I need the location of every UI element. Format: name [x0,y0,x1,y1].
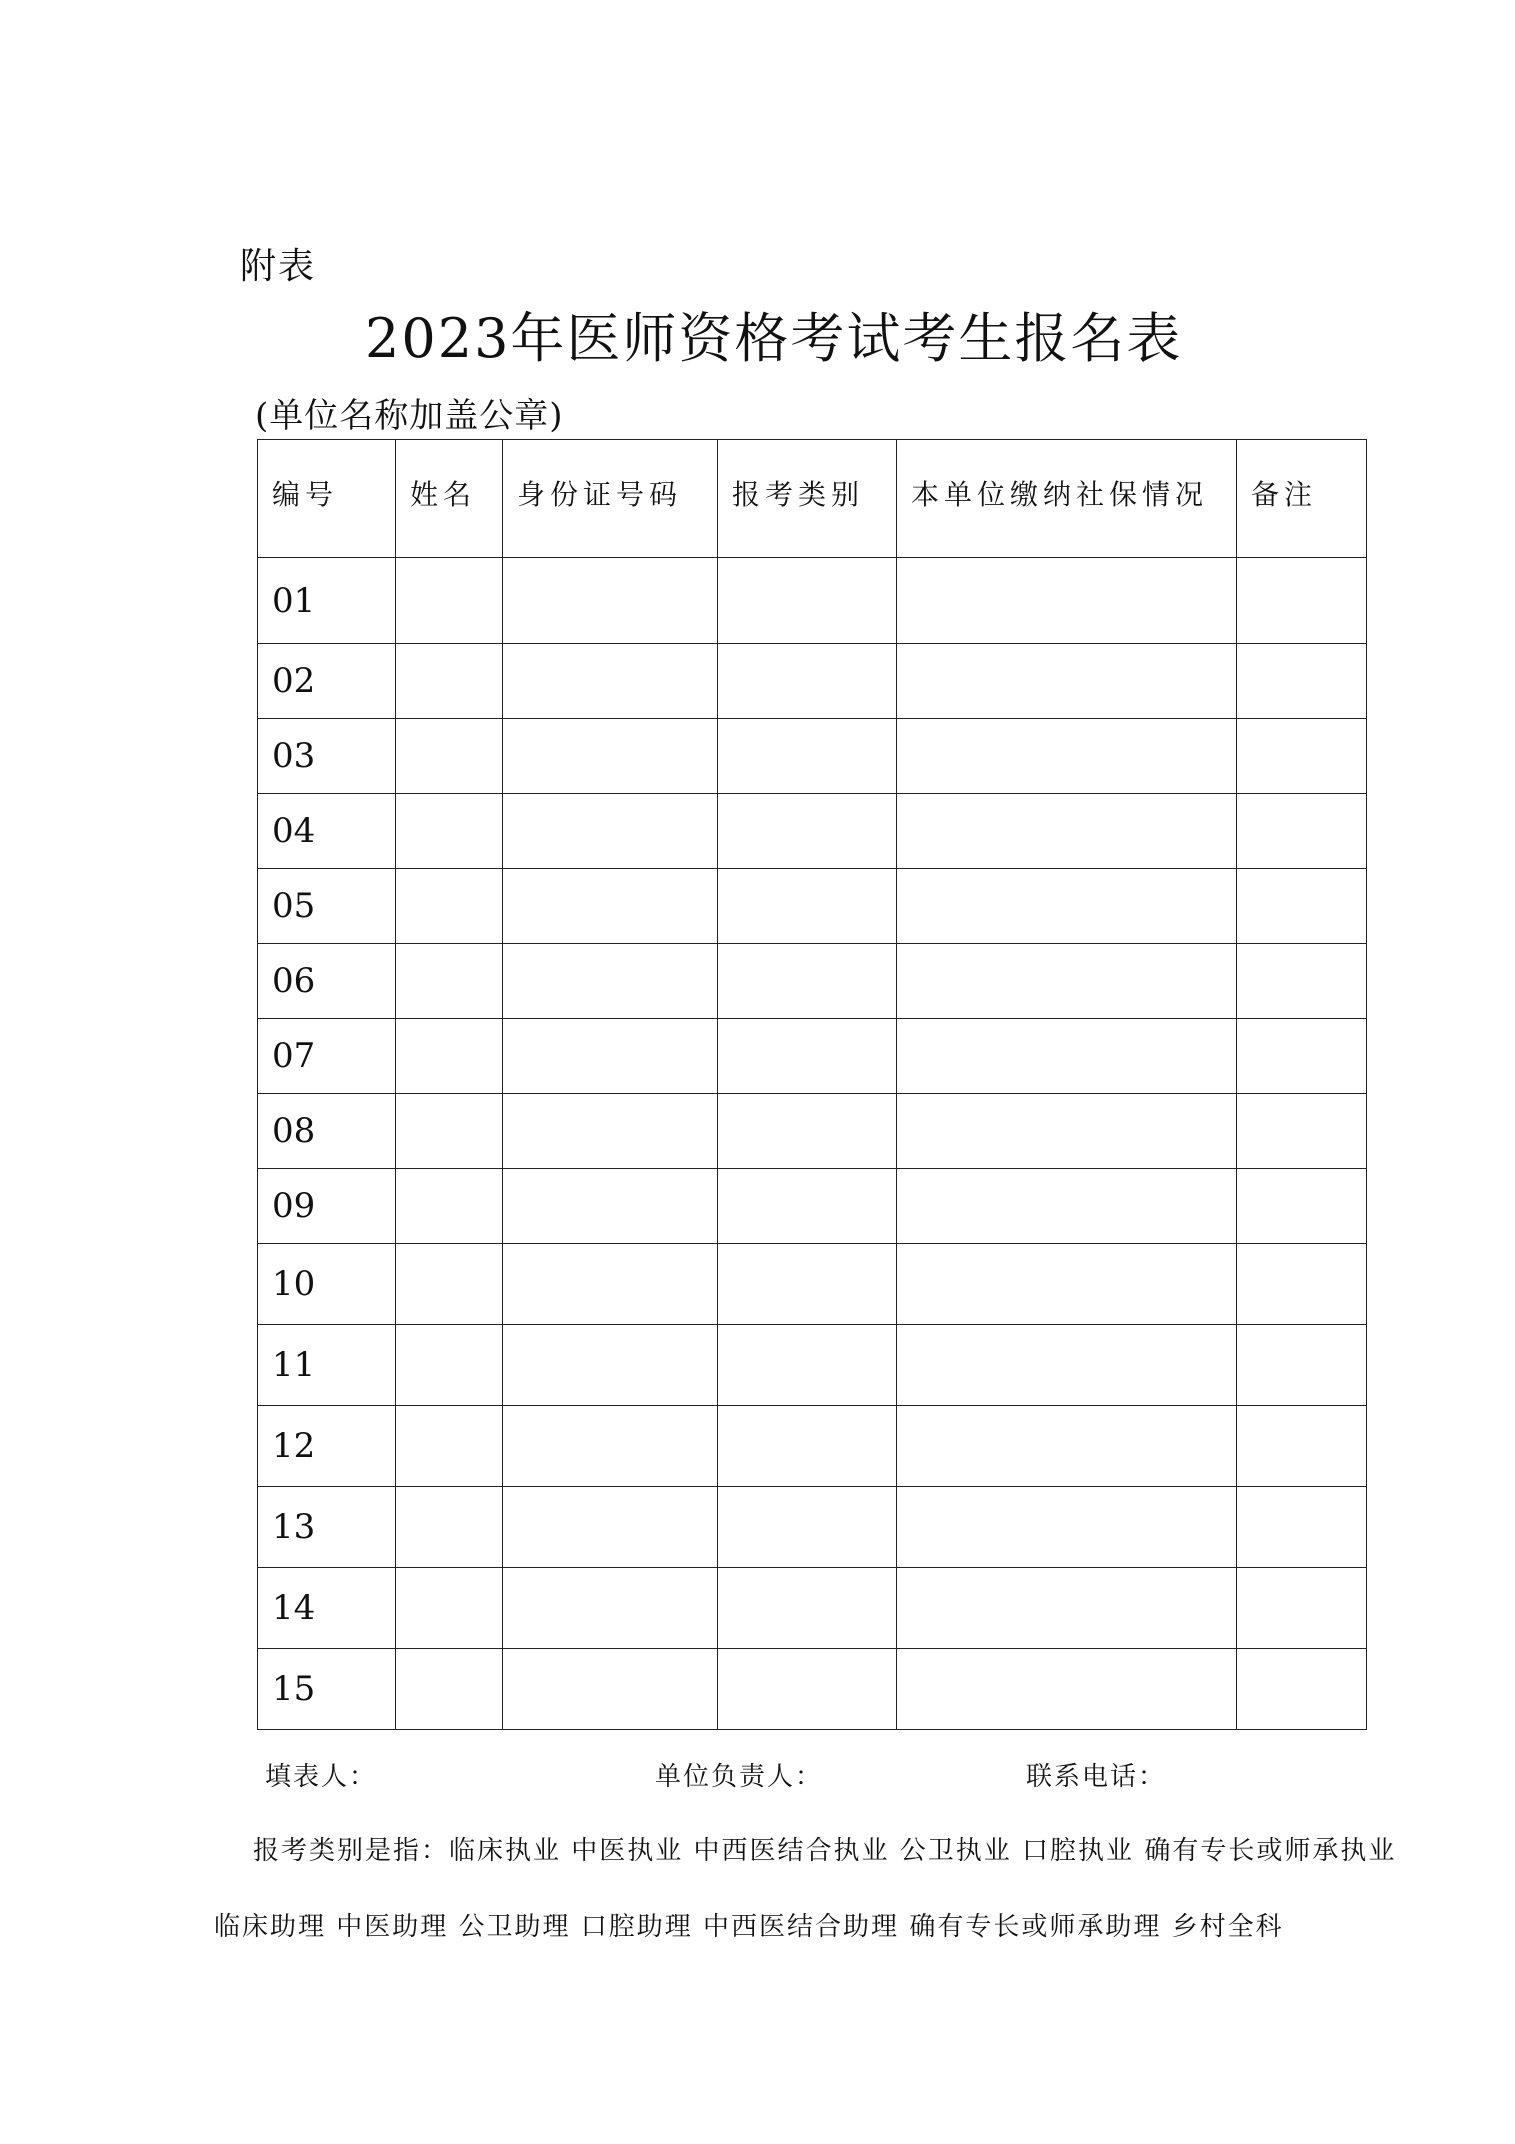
remarks-cell[interactable] [1237,1568,1367,1649]
table-row [258,1019,1367,1094]
name-cell[interactable] [396,869,503,944]
header-name: 姓名 [396,440,503,558]
id-number-cell[interactable] [503,1094,718,1169]
id-number-cell[interactable] [503,1169,718,1244]
row-number-cell: 05 [258,869,396,944]
header-number: 编号 [258,440,396,558]
remarks-cell[interactable] [1237,869,1367,944]
registration-table [257,439,1367,1730]
row-number-cell: 01 [258,558,396,644]
social-security-cell[interactable] [897,644,1237,719]
table-row [258,1094,1367,1169]
row-number-cell: 04 [258,794,396,869]
social-security-cell[interactable] [897,1094,1237,1169]
row-number-cell: 14 [258,1568,396,1649]
name-cell[interactable] [396,1649,503,1730]
social-security-cell[interactable] [897,1244,1237,1325]
table-row [258,558,1367,644]
id-number-cell[interactable] [503,1406,718,1487]
remarks-cell[interactable] [1237,1487,1367,1568]
exam-category-cell[interactable] [718,719,897,794]
name-cell[interactable] [396,1094,503,1169]
name-cell[interactable] [396,1019,503,1094]
form-title: 2023年医师资格考试考生报名表 [365,307,1183,370]
id-number-cell[interactable] [503,1244,718,1325]
table-header-row [258,440,1367,558]
social-security-cell[interactable] [897,794,1237,869]
social-security-cell[interactable] [897,719,1237,794]
table-row [258,644,1367,719]
name-cell[interactable] [396,1406,503,1487]
remarks-cell[interactable] [1237,1649,1367,1730]
social-security-cell[interactable] [897,1487,1237,1568]
name-cell[interactable] [396,644,503,719]
row-number-cell: 12 [258,1406,396,1487]
header-exam-category: 报考类别 [718,440,897,558]
table-row [258,1325,1367,1406]
social-security-cell[interactable] [897,1169,1237,1244]
table-row [258,1568,1367,1649]
id-number-cell[interactable] [503,944,718,1019]
exam-category-cell[interactable] [718,1325,897,1406]
social-security-cell[interactable] [897,1568,1237,1649]
exam-category-cell[interactable] [718,1568,897,1649]
name-cell[interactable] [396,558,503,644]
id-number-cell[interactable] [503,1649,718,1730]
id-number-cell[interactable] [503,558,718,644]
remarks-cell[interactable] [1237,558,1367,644]
name-cell[interactable] [396,719,503,794]
remarks-cell[interactable] [1237,1325,1367,1406]
unit-head-label: 单位负责人： [655,1762,824,1792]
id-number-cell[interactable] [503,869,718,944]
exam-category-cell[interactable] [718,869,897,944]
name-cell[interactable] [396,794,503,869]
row-number-cell: 06 [258,944,396,1019]
exam-category-cell[interactable] [718,644,897,719]
remarks-cell[interactable] [1237,644,1367,719]
table-row [258,944,1367,1019]
exam-category-note-line1: 报考类别是指：临床执业 中医执业 中西医结合执业 公卫执业 口腔执业 确有专长或师承执业 [253,1836,1397,1866]
table-row [258,1244,1367,1325]
attachment-label: 附表 [240,246,317,287]
table-row [258,1169,1367,1244]
remarks-cell[interactable] [1237,1406,1367,1487]
remarks-cell[interactable] [1237,944,1367,1019]
exam-category-cell[interactable] [718,1406,897,1487]
name-cell[interactable] [396,1325,503,1406]
table-row [258,869,1367,944]
exam-category-note-line2: 临床助理 中医助理 公卫助理 口腔助理 中西医结合助理 确有专长或师承助理 乡村全科 [214,1912,1284,1942]
name-cell[interactable] [396,944,503,1019]
social-security-cell[interactable] [897,1649,1237,1730]
unit-stamp-label: (单位名称加盖公章) [255,396,564,436]
table-row [258,719,1367,794]
id-number-cell[interactable] [503,719,718,794]
remarks-cell[interactable] [1237,719,1367,794]
phone-label: 联系电话： [1026,1762,1167,1792]
remarks-cell[interactable] [1237,1019,1367,1094]
name-cell[interactable] [396,1487,503,1568]
social-security-cell[interactable] [897,1325,1237,1406]
row-number-cell: 13 [258,1487,396,1568]
exam-category-cell[interactable] [718,1169,897,1244]
filler-label: 填表人： [265,1762,378,1792]
social-security-cell[interactable] [897,1406,1237,1487]
name-cell[interactable] [396,1244,503,1325]
remarks-cell[interactable] [1237,1094,1367,1169]
table-row [258,1406,1367,1487]
social-security-cell[interactable] [897,944,1237,1019]
table-row [258,1649,1367,1730]
header-id-number: 身份证号码 [503,440,718,558]
exam-category-cell[interactable] [718,1244,897,1325]
exam-category-cell[interactable] [718,1487,897,1568]
id-number-cell[interactable] [503,1487,718,1568]
header-social-security: 本单位缴纳社保情况 [897,440,1237,558]
id-number-cell[interactable] [503,644,718,719]
table-row [258,1487,1367,1568]
row-number-cell: 09 [258,1169,396,1244]
social-security-cell[interactable] [897,558,1237,644]
row-number-cell: 07 [258,1019,396,1094]
row-number-cell: 11 [258,1325,396,1406]
header-remarks: 备注 [1237,440,1367,558]
name-cell[interactable] [396,1568,503,1649]
id-number-cell[interactable] [503,794,718,869]
table-row [258,794,1367,869]
exam-category-cell[interactable] [718,944,897,1019]
social-security-cell[interactable] [897,1019,1237,1094]
exam-category-cell[interactable] [718,794,897,869]
social-security-cell[interactable] [897,869,1237,944]
id-number-cell[interactable] [503,1568,718,1649]
id-number-cell[interactable] [503,1325,718,1406]
row-number-cell: 02 [258,644,396,719]
row-number-cell: 15 [258,1649,396,1730]
exam-category-cell[interactable] [718,1019,897,1094]
exam-category-cell[interactable] [718,558,897,644]
row-number-cell: 03 [258,719,396,794]
row-number-cell: 10 [258,1244,396,1325]
remarks-cell[interactable] [1237,1169,1367,1244]
name-cell[interactable] [396,1169,503,1244]
exam-category-cell[interactable] [718,1649,897,1730]
row-number-cell: 08 [258,1094,396,1169]
remarks-cell[interactable] [1237,794,1367,869]
id-number-cell[interactable] [503,1019,718,1094]
exam-category-cell[interactable] [718,1094,897,1169]
remarks-cell[interactable] [1237,1244,1367,1325]
